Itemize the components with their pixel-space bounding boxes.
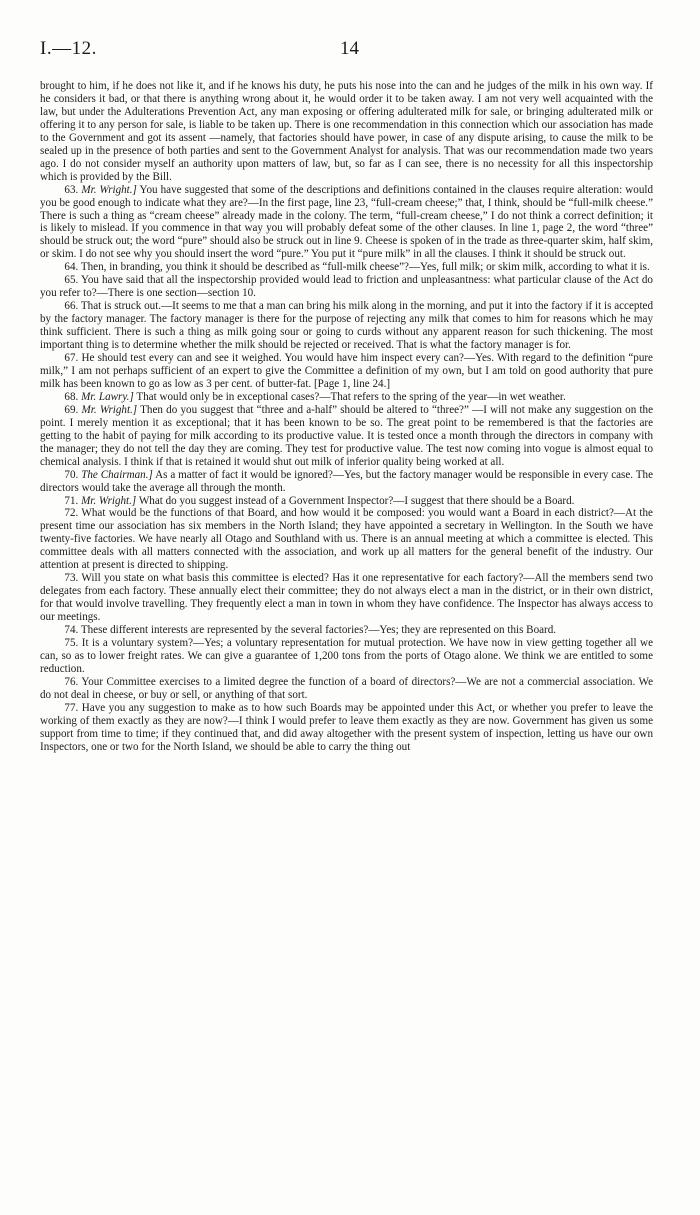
question-71: [40, 495, 653, 508]
question-number: 76.: [64, 675, 79, 688]
question-77: [40, 702, 653, 754]
paragraph-text: You have suggested that some of the descriptions and definitions contained in the clauses require alteration: would you be good enough to indicate what they are?—In the first page, line 23, “full-cream cheese;” that, I think, should be “full-milk cheese.” There is such a thing as “cream cheese” already made in the colony. The term, “full-cream cheese,” I do not think a correct definition; it is likely to mislead. If you commence in that way you will probably defeat some of the other clauses. In line 1, page 2, the word “three” should be struck out; the word “pure” should also be struck out in line 9. Cheese is spoken of in the trade as three-quarter skim, half skim, or skim. I do not see why you should insert the word “pure.” You put it “pure milk” in all the clauses. I think it should be struck out.: [40, 183, 653, 261]
question-number: 77.: [64, 701, 79, 714]
speaker: Mr. Wright.]: [81, 494, 137, 507]
speaker: Mr. Lawry.]: [81, 390, 134, 403]
question-number: 73.: [64, 572, 79, 585]
question-70: [40, 469, 653, 495]
question-64: [40, 261, 653, 274]
question-number: 69.: [64, 403, 79, 416]
question-number: 70.: [64, 468, 79, 481]
question-66: [40, 300, 653, 352]
page-number: 14: [340, 38, 359, 59]
paragraph-text: That is struck out.—It seems to me that a man can bring his milk along in the morning, and put it into the factory if it is accepted by the factory manager. The factory manager is there for the purpose of rejecting any milk that comes to him for reasons which he may think sufficient. There is such a thing as milk going sour or going to curds without any apparent reason for such thickening. The most important thing is to determine whether the milk should be rejected or received. That is what the factory manager is for.: [40, 300, 654, 352]
question-68: [40, 391, 653, 404]
speaker: Mr. Wright.]: [81, 183, 137, 196]
page-body: [40, 80, 653, 754]
question-72: [40, 507, 653, 572]
question-number: 67.: [64, 352, 79, 365]
question-75: [40, 637, 653, 676]
question-number: 74.: [64, 624, 79, 637]
paragraph-text: What would be the functions of that Board, and how would it be composed: you would want a Board in each district?—At the present time our association has six members in the North Island; they have appointed a secretary in Wellington. In the South we have twenty-five factories. We have nearly all Otago and Southland with us. There is an annual meeting at which a committee is elected. This committee deals with all matters connected with the association, and work up all matters for the general benefit of the industry. Our attention at present is directed to shipping.: [40, 507, 653, 572]
question-67: [40, 352, 653, 391]
paragraph-text: He should test every can and see it weighed. You would have him inspect every can?—Yes. With regard to the definition “pure milk,” I am not perhaps sufficient of an expert to give the Committee a definition of my own, but I am told on good authority that pure milk has been known to go as low as 3 per cent. of butter-fat. [Page 1, line 24.]: [40, 352, 653, 390]
question-number: 72.: [64, 507, 79, 520]
question-number: 71.: [64, 494, 79, 507]
question-number: 63.: [64, 183, 79, 196]
paragraph-text: These different interests are represented by the several factories?—Yes; they are represented on this Board.: [80, 624, 557, 637]
question-number: 75.: [64, 636, 79, 649]
paragraph-text: brought to him, if he does not like it, and if he knows his duty, he puts his nose into the can and he judges of the milk in his own way. If he considers it bad, or that there is anything wrong about it, he would order it to be taken away. I am not very well acquainted with the law, but under the Adulterations Prevention Act, any man exposing or offering adulterated milk for sale, or bringing adulterated milk or offering it to any person for sale, is liable to be taken up. There is one recommendation in this connection which our association has made to the Government and got its assent —namely, that factories should have power, in case of any dispute arising, to cause the milk to be sealed up in the presence of both parties and sent to the Government Analyst for analysis. That was our recommendation made two years ago. I do not consider myself an authority upon matters of law, but, so far as I can see, there is no necessity for all this inspectorship which is provided by the Bill.: [40, 80, 653, 183]
question-74: [40, 624, 653, 637]
paragraph-text: As a matter of fact it would be ignored?—Yes, but the factory manager would be responsible in every case. The directors would take the average all through the month.: [40, 468, 653, 494]
question-76: [40, 676, 653, 702]
paragraph-text: It is a voluntary system?—Yes; a voluntary representation for mutual protection. We have now in view getting together all we can, so as to lower freight rates. We can give a guarantee of 1,200 tons from the ports of Otago alone. We think we are entitled to some reduction.: [40, 636, 653, 675]
paragraph-text: You have said that all the inspectorship provided would lead to friction and unpleasantness: what particular clause of the Act do you refer to?—There is one section—section 10.: [40, 274, 653, 300]
question-number: 64.: [64, 261, 79, 274]
question-63: [40, 184, 653, 262]
question-73: [40, 572, 653, 624]
speaker: Mr. Wright.]: [81, 403, 138, 416]
question-65: [40, 274, 653, 300]
question-69: [40, 404, 653, 469]
paragraph-text: Have you any suggestion to make as to how such Boards may be appointed under this Act, or whether you prefer to leave the working of them exactly as they are now?—I think I would prefer to leave them exactly as they are now. Government has given us some support from time to time; if they continued that, and did away altogether with the present system of inspection, letting us have our own Inspectors, one or two for the North Island, we should be able to carry the thing out: [40, 701, 653, 753]
paragraph-text: What do you suggest instead of a Government Inspector?—I suggest that there should be a Board.: [138, 494, 575, 507]
question-number: 66.: [64, 300, 79, 313]
paragraph-text: Will you state on what basis this committee is elected? Has it one representative for each factory?—All the members send two delegates from each factory. These annually elect their committee; they do not always elect a man in the district, or in their own district, for that would involve travelling. They frequently elect a man in town in whom they have confidence. The Inspector has always access to our meetings.: [40, 572, 654, 624]
continuation-paragraph: [40, 80, 653, 184]
question-number: 68.: [64, 390, 79, 403]
speaker: The Chairman.]: [81, 468, 153, 481]
paragraph-text: Your Committee exercises to a limited degree the function of a board of directors?—We are not a commercial association. We do not deal in cheese, or buy or sell, or anything of that sort.: [40, 675, 653, 701]
paragraph-text: Then do you suggest that “three and a-half” should be altered to “three?” —I will not make any suggestion on the point. I merely mention it as exceptional; that it has been known to be so. The great point to be remembered is that the factories are getting to the habit of paying for milk according to its productive value. It is tested once a month through the directors in company with the manager; they do not tell the day they are coming. They test for productive value. The test now coming into vogue is almost equal to chemical analysis. I think if that is retained it would shut out milk of inferior quality being worked at all.: [40, 403, 654, 468]
question-number: 65.: [64, 274, 79, 287]
document-reference: I.—12.: [40, 38, 97, 59]
page-header: [40, 38, 660, 64]
paragraph-text: Then, in branding, you think it should be described as “full-milk cheese”?—Yes, full milk; or skim milk, according to what it is.: [80, 261, 650, 274]
paragraph-text: That would only be in exceptional cases?—That refers to the spring of the year—in wet weather.: [136, 390, 566, 403]
